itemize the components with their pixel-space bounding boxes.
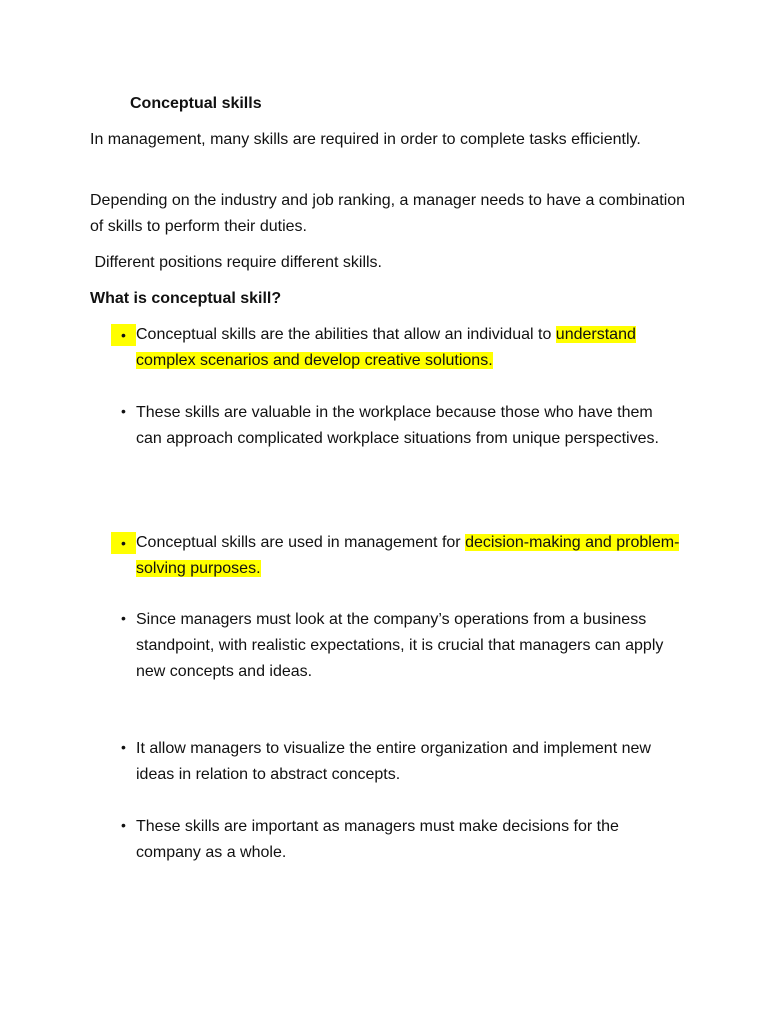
- bullet-item: [121, 607, 681, 685]
- intro-paragraph-3: Different positions require different skills.: [90, 254, 382, 271]
- bullet-text: Conceptual skills are the abilities that allow an individual to: [136, 326, 556, 343]
- bullet-item: [121, 400, 681, 452]
- intro-paragraph-1: In management, many skills are required in order to complete tasks efficiently.: [90, 131, 641, 148]
- bullet-item: [121, 530, 681, 582]
- bullet-text: Since managers must look at the company’s operations from a business standpoint, with realistic expectations, it is crucial that managers can apply new concepts and ideas.: [136, 611, 664, 680]
- bullet-item: [121, 814, 681, 866]
- bullet-marker: •: [111, 532, 136, 554]
- section-subheading: What is conceptual skill?: [90, 290, 282, 307]
- bullet-marker: •: [121, 739, 126, 755]
- bullet-marker: •: [121, 610, 126, 626]
- bullet-marker: •: [121, 817, 126, 833]
- bullet-item: [121, 736, 681, 788]
- highlighted-text: decision-making and problem-solving purposes.: [136, 534, 680, 577]
- bullet-text: Conceptual skills are used in management for: [136, 534, 466, 551]
- document-title: Conceptual skills: [130, 95, 262, 112]
- highlighted-text: understand complex scenarios and develop creative solutions.: [136, 326, 636, 369]
- bullet-item: [121, 322, 681, 374]
- bullet-marker: •: [111, 324, 136, 346]
- bullet-marker: •: [121, 403, 126, 419]
- bullet-text: These skills are valuable in the workplace because those who have them can approach complicated workplace situations from unique perspectives.: [136, 404, 659, 447]
- bullet-text: It allow managers to visualize the entire organization and implement new ideas in relation to abstract concepts.: [136, 740, 651, 783]
- intro-paragraph-2: Depending on the industry and job ranking, a manager needs to have a combination of skills to perform their duties.: [90, 192, 686, 235]
- bullet-text: These skills are important as managers must make decisions for the company as a whole.: [136, 818, 619, 861]
